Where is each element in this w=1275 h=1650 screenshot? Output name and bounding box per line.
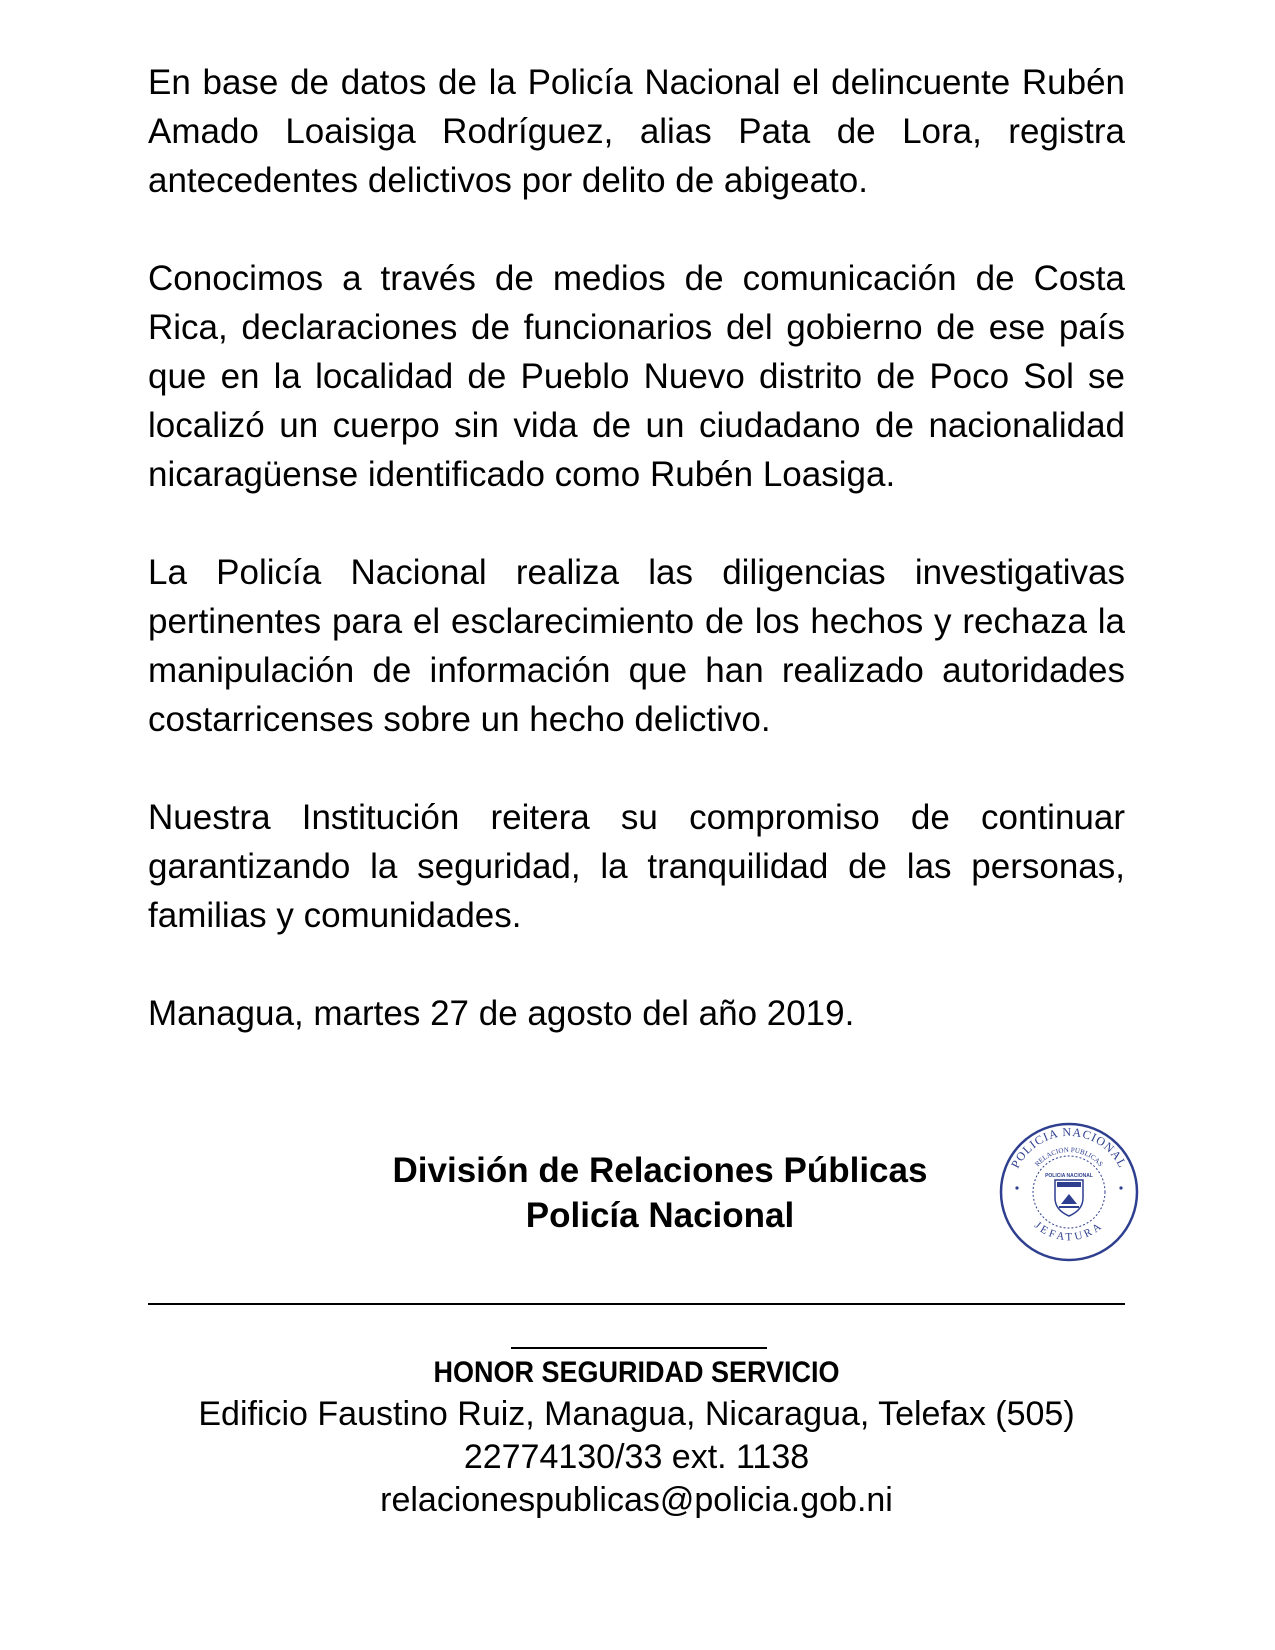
- footer-divider-short: [511, 1347, 767, 1349]
- seal-bottom-text: JEFATURA: [1032, 1219, 1106, 1244]
- seal-graphic: [995, 1118, 1143, 1266]
- footer-address: Edificio Faustino Ruiz, Managua, Nicaragua, Telefax (505): [198, 1395, 1075, 1433]
- seal-inner-text: RELACION PUBLICAS: [1033, 1145, 1105, 1169]
- seal-left-dot: [1015, 1186, 1018, 1189]
- footer-motto: HONOR SEGURIDAD SERVICIO: [433, 1356, 840, 1389]
- signature-division: División de Relaciones Públicas: [392, 1151, 928, 1190]
- shield-icon: [1055, 1180, 1083, 1216]
- footer-email: relacionespublicas@policia.gob.ni: [380, 1481, 893, 1519]
- paragraph-investigation: La Policía Nacional realiza las diligencias investigativas pertinentes para el esclarecimiento de los hechos y rechaza la manipulación de información que han realizado autoridades costarricenses sobre un hecho delictivo.: [148, 553, 1125, 739]
- seal-right-dot: [1119, 1186, 1122, 1189]
- footer-divider-long: [148, 1303, 1125, 1305]
- footer-contact: [128, 1393, 1145, 1522]
- date-line: Managua, martes 27 de agosto del año 2019.: [148, 994, 855, 1033]
- jefatura-seal: [995, 1118, 1143, 1266]
- document-body: [148, 58, 1125, 1038]
- seal-outer-text: POLICIA NACIONAL: [1008, 1124, 1130, 1171]
- paragraph-costa-rica-report: Conocimos a través de medios de comunicación de Costa Rica, declaraciones de funcionarios del gobierno de ese país que en la localidad de Pueblo Nuevo distrito de Poco Sol se localizó un cuerpo sin vida de un ciudadano de nacionalidad nicaragüense identificado como Rubén Loasiga.: [148, 259, 1125, 494]
- paragraph-criminal-record: En base de datos de la Policía Nacional el delincuente Rubén Amado Loaisiga Rodríguez, alias Pata de Lora, registra antecedentes delictivos por delito de abigeato.: [148, 63, 1125, 200]
- footer-phone: 22774130/33 ext. 1138: [463, 1438, 810, 1476]
- seal-badge-text: POLICIA NACIONAL: [1045, 1173, 1093, 1179]
- paragraph-commitment: Nuestra Institución reitera su compromiso de continuar garantizando la seguridad, la tranquilidad de las personas, familias y comunidades.: [148, 798, 1125, 935]
- signature-institution: Policía Nacional: [525, 1196, 795, 1235]
- signature-block: [360, 1148, 960, 1238]
